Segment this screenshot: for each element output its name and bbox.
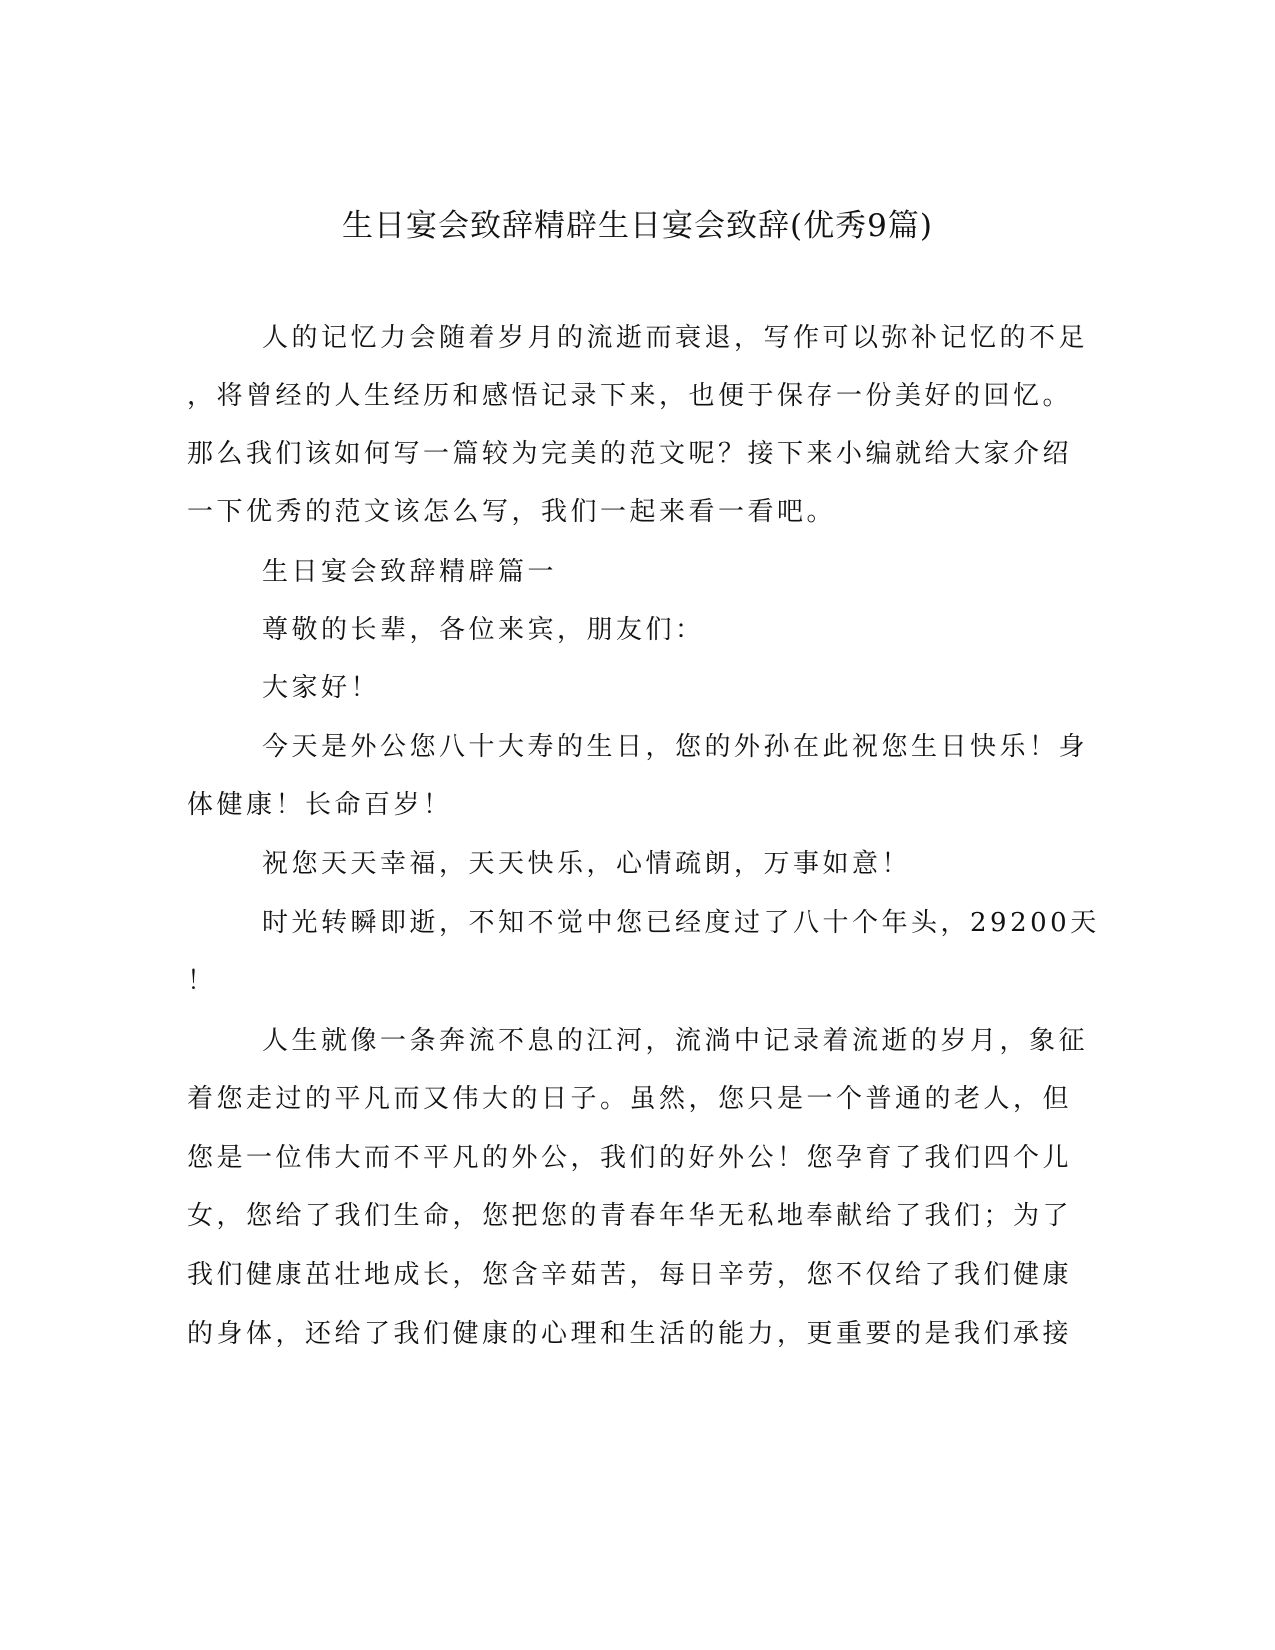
paragraph-line: 时光转瞬即逝，不知不觉中您已经度过了八十个年头，29200天	[262, 908, 1100, 938]
paragraph-line: 今天是外公您八十大寿的生日，您的外孙在此祝您生日快乐！身	[262, 732, 1089, 762]
paragraph-line: ，将曾经的人生经历和感悟记录下来，也便于保存一份美好的回忆。	[187, 381, 1073, 411]
greeting: 大家好！	[262, 673, 381, 703]
paragraph-line: 着您走过的平凡而又伟大的日子。虽然，您只是一个普通的老人，但	[187, 1084, 1073, 1114]
paragraph-line: 您是一位伟大而不平凡的外公，我们的好外公！您孕育了我们四个儿	[187, 1143, 1073, 1173]
paragraph-line: 人生就像一条奔流不息的江河，流淌中记录着流逝的岁月，象征	[262, 1026, 1089, 1056]
paragraph-line: 我们健康茁壮地成长，您含辛茹苦，每日辛劳，您不仅给了我们健康	[187, 1260, 1073, 1290]
paragraph-line: 的身体，还给了我们健康的心理和生活的能力，更重要的是我们承接	[187, 1319, 1073, 1349]
paragraph-line: 祝您天天幸福，天天快乐，心情疏朗，万事如意！	[262, 849, 912, 879]
paragraph-line: 体健康！长命百岁！	[187, 790, 453, 820]
section-heading: 生日宴会致辞精辟篇一	[262, 557, 558, 587]
paragraph-line: 女，您给了我们生命，您把您的青春年华无私地奉献给了我们；为了	[187, 1201, 1073, 1231]
paragraph-line: 那么我们该如何写一篇较为完美的范文呢？接下来小编就给大家介绍	[187, 439, 1073, 469]
salutation: 尊敬的长辈，各位来宾，朋友们：	[262, 615, 705, 645]
paragraph-line: ！	[187, 966, 217, 996]
paragraph-line: 一下优秀的范文该怎么写，我们一起来看一看吧。	[187, 497, 837, 527]
document-title: 生日宴会致辞精辟生日宴会致辞(优秀9篇)	[342, 208, 933, 244]
paragraph-line: 人的记忆力会随着岁月的流逝而衰退，写作可以弥补记忆的不足	[262, 323, 1089, 353]
